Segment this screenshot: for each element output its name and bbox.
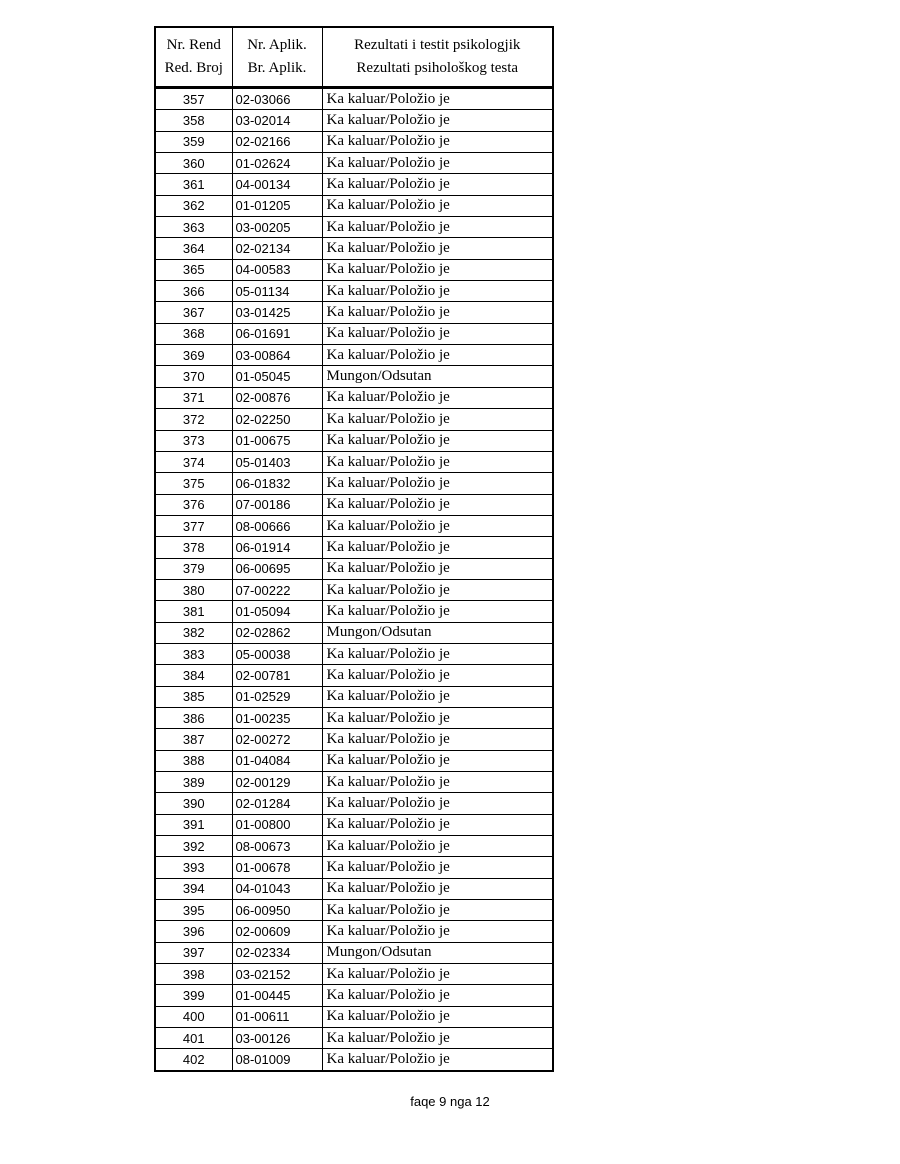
header-result-line2: Rezultati psihološkog testa (356, 60, 519, 76)
cell-test-result: Mungon/Odsutan (322, 622, 553, 643)
header-result-line1: Rezultati i testit psikologjik (354, 37, 521, 53)
table-row (155, 323, 553, 344)
cell-rend-number: 398 (155, 964, 232, 985)
cell-application-number: 03-00126 (232, 1028, 322, 1049)
table-row (155, 302, 553, 323)
cell-application-number: 07-00186 (232, 494, 322, 515)
cell-application-number: 03-00205 (232, 217, 322, 238)
table-row (155, 836, 553, 857)
cell-application-number: 02-00781 (232, 665, 322, 686)
table-row (155, 131, 553, 152)
cell-test-result: Ka kaluar/Položio je (322, 451, 553, 472)
cell-test-result: Ka kaluar/Položio je (322, 174, 553, 195)
cell-test-result: Ka kaluar/Položio je (322, 686, 553, 707)
cell-application-number: 01-00678 (232, 857, 322, 878)
table-row (155, 259, 553, 280)
table-row (155, 366, 553, 387)
table-row (155, 579, 553, 600)
cell-test-result: Ka kaluar/Položio je (322, 793, 553, 814)
table-row (155, 1006, 553, 1027)
table-header-row (155, 27, 553, 88)
cell-test-result: Ka kaluar/Položio je (322, 473, 553, 494)
table-row (155, 964, 553, 985)
cell-test-result: Ka kaluar/Položio je (322, 772, 553, 793)
cell-rend-number: 402 (155, 1049, 232, 1071)
cell-application-number: 04-01043 (232, 878, 322, 899)
table-row (155, 985, 553, 1006)
cell-test-result: Ka kaluar/Položio je (322, 195, 553, 216)
cell-rend-number: 391 (155, 814, 232, 835)
cell-rend-number: 384 (155, 665, 232, 686)
table-row (155, 473, 553, 494)
cell-application-number: 02-02134 (232, 238, 322, 259)
cell-application-number: 04-00583 (232, 259, 322, 280)
cell-application-number: 06-01914 (232, 537, 322, 558)
cell-test-result: Ka kaluar/Položio je (322, 1049, 553, 1071)
cell-application-number: 08-00673 (232, 836, 322, 857)
table-row (155, 878, 553, 899)
cell-application-number: 02-03066 (232, 88, 322, 110)
table-row (155, 729, 553, 750)
table-row (155, 409, 553, 430)
cell-rend-number: 383 (155, 643, 232, 664)
cell-rend-number: 382 (155, 622, 232, 643)
cell-test-result: Ka kaluar/Položio je (322, 131, 553, 152)
cell-application-number: 02-02166 (232, 131, 322, 152)
cell-test-result: Ka kaluar/Položio je (322, 238, 553, 259)
cell-test-result: Ka kaluar/Položio je (322, 900, 553, 921)
cell-rend-number: 370 (155, 366, 232, 387)
table-row (155, 686, 553, 707)
cell-test-result: Ka kaluar/Položio je (322, 153, 553, 174)
cell-test-result: Ka kaluar/Položio je (322, 259, 553, 280)
cell-application-number: 02-00272 (232, 729, 322, 750)
cell-test-result: Ka kaluar/Položio je (322, 836, 553, 857)
table-row (155, 558, 553, 579)
table-row (155, 814, 553, 835)
cell-test-result: Ka kaluar/Položio je (322, 515, 553, 536)
cell-rend-number: 365 (155, 259, 232, 280)
cell-rend-number: 394 (155, 878, 232, 899)
cell-test-result: Ka kaluar/Položio je (322, 921, 553, 942)
cell-rend-number: 372 (155, 409, 232, 430)
cell-application-number: 01-00675 (232, 430, 322, 451)
cell-test-result: Ka kaluar/Položio je (322, 88, 553, 110)
table-row (155, 622, 553, 643)
cell-application-number: 02-02250 (232, 409, 322, 430)
cell-application-number: 01-01205 (232, 195, 322, 216)
header-result (322, 27, 553, 88)
cell-test-result: Ka kaluar/Položio je (322, 323, 553, 344)
cell-application-number: 05-01134 (232, 281, 322, 302)
cell-rend-number: 368 (155, 323, 232, 344)
cell-test-result: Ka kaluar/Položio je (322, 579, 553, 600)
cell-application-number: 04-00134 (232, 174, 322, 195)
table-row (155, 451, 553, 472)
cell-rend-number: 371 (155, 387, 232, 408)
cell-test-result: Mungon/Odsutan (322, 942, 553, 963)
table-row (155, 921, 553, 942)
cell-application-number: 07-00222 (232, 579, 322, 600)
cell-rend-number: 393 (155, 857, 232, 878)
table-row (155, 750, 553, 771)
cell-application-number: 02-00129 (232, 772, 322, 793)
cell-application-number: 08-01009 (232, 1049, 322, 1071)
cell-test-result: Ka kaluar/Položio je (322, 430, 553, 451)
cell-rend-number: 362 (155, 195, 232, 216)
cell-rend-number: 397 (155, 942, 232, 963)
cell-test-result: Ka kaluar/Položio je (322, 729, 553, 750)
cell-rend-number: 361 (155, 174, 232, 195)
table-row (155, 942, 553, 963)
cell-rend-number: 381 (155, 601, 232, 622)
cell-rend-number: 357 (155, 88, 232, 110)
cell-rend-number: 400 (155, 1006, 232, 1027)
cell-rend-number: 373 (155, 430, 232, 451)
table-row (155, 88, 553, 110)
cell-test-result: Ka kaluar/Položio je (322, 558, 553, 579)
cell-test-result: Ka kaluar/Položio je (322, 707, 553, 728)
header-aplik (232, 27, 322, 88)
cell-rend-number: 377 (155, 515, 232, 536)
table-row (155, 110, 553, 131)
table-row (155, 515, 553, 536)
table-row (155, 345, 553, 366)
cell-rend-number: 399 (155, 985, 232, 1006)
table-row (155, 238, 553, 259)
table-row (155, 430, 553, 451)
cell-application-number: 03-01425 (232, 302, 322, 323)
cell-rend-number: 389 (155, 772, 232, 793)
table-body (155, 88, 553, 1071)
cell-rend-number: 387 (155, 729, 232, 750)
cell-rend-number: 367 (155, 302, 232, 323)
cell-rend-number: 358 (155, 110, 232, 131)
cell-rend-number: 386 (155, 707, 232, 728)
cell-application-number: 01-00445 (232, 985, 322, 1006)
cell-application-number: 02-00609 (232, 921, 322, 942)
cell-test-result: Ka kaluar/Položio je (322, 985, 553, 1006)
table-row (155, 281, 553, 302)
cell-test-result: Ka kaluar/Položio je (322, 1028, 553, 1049)
cell-rend-number: 380 (155, 579, 232, 600)
cell-rend-number: 378 (155, 537, 232, 558)
cell-test-result: Ka kaluar/Položio je (322, 217, 553, 238)
cell-rend-number: 388 (155, 750, 232, 771)
cell-rend-number: 364 (155, 238, 232, 259)
cell-rend-number: 401 (155, 1028, 232, 1049)
cell-rend-number: 360 (155, 153, 232, 174)
cell-test-result: Ka kaluar/Položio je (322, 1006, 553, 1027)
cell-rend-number: 374 (155, 451, 232, 472)
header-aplik-line2: Br. Aplik. (247, 60, 307, 76)
cell-application-number: 08-00666 (232, 515, 322, 536)
table-row (155, 174, 553, 195)
cell-test-result: Ka kaluar/Položio je (322, 345, 553, 366)
cell-rend-number: 390 (155, 793, 232, 814)
cell-test-result: Ka kaluar/Položio je (322, 281, 553, 302)
cell-test-result: Ka kaluar/Položio je (322, 665, 553, 686)
cell-test-result: Ka kaluar/Položio je (322, 409, 553, 430)
table-row (155, 601, 553, 622)
table-row (155, 793, 553, 814)
cell-application-number: 01-00235 (232, 707, 322, 728)
table-row (155, 537, 553, 558)
cell-test-result: Ka kaluar/Položio je (322, 814, 553, 835)
header-rend-line2: Red. Broj (164, 60, 223, 76)
cell-application-number: 01-05094 (232, 601, 322, 622)
cell-rend-number: 395 (155, 900, 232, 921)
header-rend-line1: Nr. Rend (166, 37, 221, 53)
page-number: faqe 9 nga 12 (410, 1094, 490, 1109)
cell-test-result: Ka kaluar/Položio je (322, 878, 553, 899)
table-row (155, 643, 553, 664)
cell-application-number: 01-00611 (232, 1006, 322, 1027)
cell-application-number: 02-00876 (232, 387, 322, 408)
cell-rend-number: 375 (155, 473, 232, 494)
cell-application-number: 01-00800 (232, 814, 322, 835)
cell-application-number: 05-01403 (232, 451, 322, 472)
cell-application-number: 03-00864 (232, 345, 322, 366)
cell-test-result: Ka kaluar/Položio je (322, 750, 553, 771)
cell-rend-number: 369 (155, 345, 232, 366)
cell-rend-number: 376 (155, 494, 232, 515)
cell-application-number: 03-02152 (232, 964, 322, 985)
cell-application-number: 05-00038 (232, 643, 322, 664)
table-row (155, 217, 553, 238)
cell-test-result: Ka kaluar/Položio je (322, 857, 553, 878)
cell-application-number: 01-04084 (232, 750, 322, 771)
cell-application-number: 03-02014 (232, 110, 322, 131)
cell-test-result: Ka kaluar/Položio je (322, 643, 553, 664)
table-row (155, 1028, 553, 1049)
cell-rend-number: 379 (155, 558, 232, 579)
cell-test-result: Mungon/Odsutan (322, 366, 553, 387)
table-row (155, 665, 553, 686)
cell-test-result: Ka kaluar/Položio je (322, 601, 553, 622)
cell-test-result: Ka kaluar/Položio je (322, 387, 553, 408)
cell-rend-number: 366 (155, 281, 232, 302)
cell-test-result: Ka kaluar/Položio je (322, 964, 553, 985)
cell-test-result: Ka kaluar/Položio je (322, 537, 553, 558)
cell-application-number: 02-02334 (232, 942, 322, 963)
table-row (155, 707, 553, 728)
cell-application-number: 06-00950 (232, 900, 322, 921)
cell-application-number: 01-02529 (232, 686, 322, 707)
cell-application-number: 06-01832 (232, 473, 322, 494)
table-row (155, 387, 553, 408)
cell-application-number: 01-02624 (232, 153, 322, 174)
cell-rend-number: 396 (155, 921, 232, 942)
table-row (155, 153, 553, 174)
cell-application-number: 06-01691 (232, 323, 322, 344)
cell-application-number: 06-00695 (232, 558, 322, 579)
cell-test-result: Ka kaluar/Položio je (322, 302, 553, 323)
table-row (155, 494, 553, 515)
table-row (155, 857, 553, 878)
cell-application-number: 01-05045 (232, 366, 322, 387)
table-row (155, 900, 553, 921)
cell-rend-number: 359 (155, 131, 232, 152)
table-row (155, 195, 553, 216)
cell-application-number: 02-02862 (232, 622, 322, 643)
header-rend (155, 27, 232, 88)
cell-rend-number: 392 (155, 836, 232, 857)
table-row (155, 772, 553, 793)
cell-rend-number: 363 (155, 217, 232, 238)
header-aplik-line1: Nr. Aplik. (247, 37, 307, 53)
results-table (154, 26, 554, 1072)
cell-application-number: 02-01284 (232, 793, 322, 814)
cell-rend-number: 385 (155, 686, 232, 707)
cell-test-result: Ka kaluar/Položio je (322, 110, 553, 131)
cell-test-result: Ka kaluar/Položio je (322, 494, 553, 515)
table-row (155, 1049, 553, 1071)
